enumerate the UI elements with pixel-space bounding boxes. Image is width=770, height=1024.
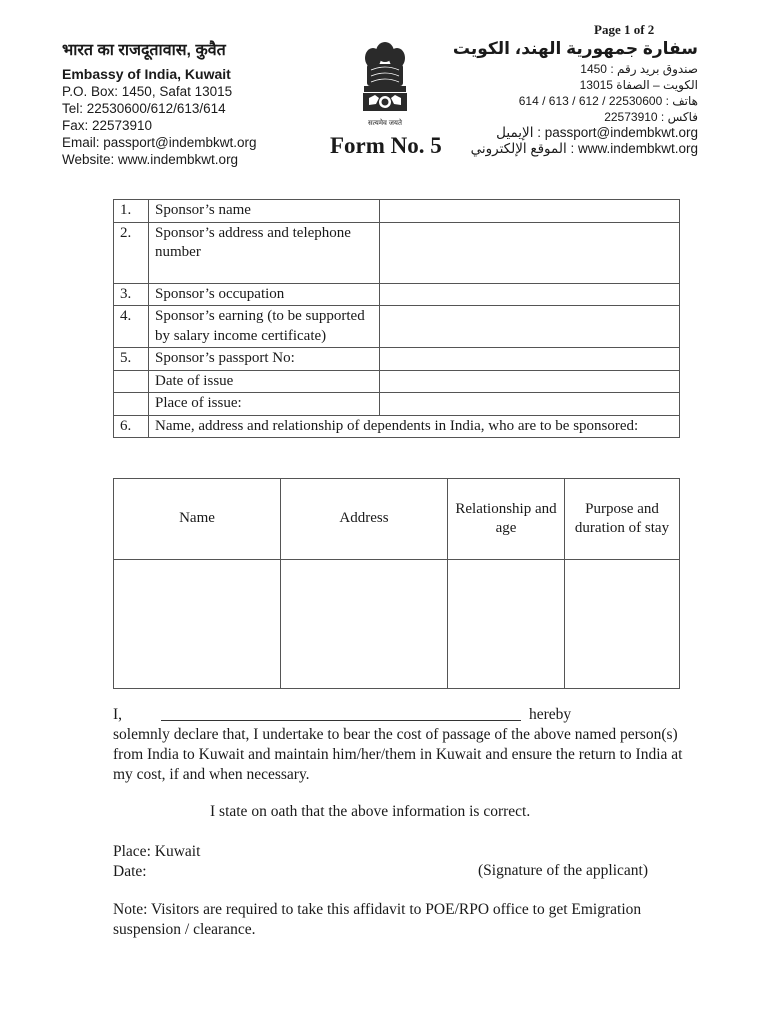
field-label: Sponsor’s address and telephone number [149,222,380,283]
date-of-issue-input[interactable] [380,370,680,393]
embassy-name: Embassy of India, Kuwait [62,66,231,82]
dependent-address-cell[interactable] [281,560,448,689]
arabic-po-box: صندوق بريد رقم : 1450 [580,62,698,76]
table-row [114,283,680,306]
column-header-name: Name [114,479,281,560]
column-header-address: Address [281,479,448,560]
arabic-email: passport@indembkwt.org : الإيميل [496,125,698,140]
po-box: P.O. Box: 1450, Safat 13015 [62,84,233,99]
emblem-motto: सत्यमेव जयते [368,119,402,127]
field-label: Sponsor’s occupation [149,283,380,306]
telephone: Tel: 22530600/612/613/614 [62,101,226,116]
fax: Fax: 22573910 [62,118,153,133]
place-of-issue-input[interactable] [380,393,680,416]
row-number: 1. [114,200,149,223]
arabic-title: سفارة جمهورية الهند، الكويت [452,39,698,58]
declaration-hereby: hereby [529,706,572,723]
field-label: Date of issue [149,370,380,393]
table-row [114,370,680,393]
embassy-address-block [62,40,257,168]
column-header-purpose: Purpose and duration of stay [565,479,680,560]
website: Website: www.indembkwt.org [62,152,239,167]
table-row [114,306,680,348]
passport-number-input[interactable] [380,348,680,371]
sponsor-name-input[interactable] [380,200,680,223]
sponsor-earning-input[interactable] [380,306,680,348]
declaration-i: I, [113,706,123,723]
oath-statement: I state on oath that the above information is correct. [210,803,531,820]
row-number: 4. [114,306,149,348]
field-label: Sponsor’s name [149,200,380,223]
field-label: Place of issue: [149,393,380,416]
declarant-name-blank[interactable] [161,720,521,721]
place-date-block [113,842,200,882]
arabic-city: الكويت – الصفاة 13015 [579,78,698,92]
field-label: Name, address and relationship of dependents in India, who are to be sponsored: [149,415,680,438]
arabic-tel: هاتف : 22530600 / 612 / 613 / 614 [518,94,698,108]
arabic-website: www.indembkwt.org : الموقع الإلكتروني [470,141,698,156]
column-header-relationship: Relationship and age [448,479,565,560]
place-label: Place: Kuwait [113,843,201,860]
dependent-name-cell[interactable] [114,560,281,689]
field-label: Sponsor’s passport No: [149,348,380,371]
form-title: Form No. 5 [330,133,442,158]
page-number: Page 1 of 2 [594,22,655,37]
table-row [114,222,680,283]
field-label: Sponsor’s earning (to be supported by salary income certificate) [149,306,380,348]
embassy-address-arabic-block [398,38,698,157]
dependents-table [113,478,680,689]
row-number: 5. [114,348,149,371]
table-row [114,393,680,416]
row-number: 6. [114,415,149,438]
dependent-relationship-cell[interactable] [448,560,565,689]
row-number: 3. [114,283,149,306]
table-row [114,560,680,689]
arabic-fax: فاكس : 22573910 [604,110,698,124]
sponsor-occupation-input[interactable] [380,283,680,306]
sponsor-details-table [113,199,680,438]
table-row [114,200,680,223]
table-row [114,348,680,371]
declaration-body: solemnly declare that, I undertake to bear the cost of passage of the above named person(s) from India to Kuwait and maintain him/her/them in Kuwait and ensure the return to India at my cost, if and when necessary. [113,726,683,783]
table-row [114,415,680,438]
sponsor-address-input[interactable] [380,222,680,283]
declaration [113,705,683,785]
hindi-title: भारत का राजदूतावास, कुवैत [62,42,226,59]
dependent-purpose-cell[interactable] [565,560,680,689]
email: Email: passport@indembkwt.org [62,135,257,150]
row-number: 2. [114,222,149,283]
table-header-row [114,479,680,560]
date-label: Date: [113,863,147,880]
signature-label: (Signature of the applicant) [478,862,649,879]
note: Note: Visitors are required to take this affidavit to POE/RPO office to get Emigration suspension / clearance. [113,901,642,938]
